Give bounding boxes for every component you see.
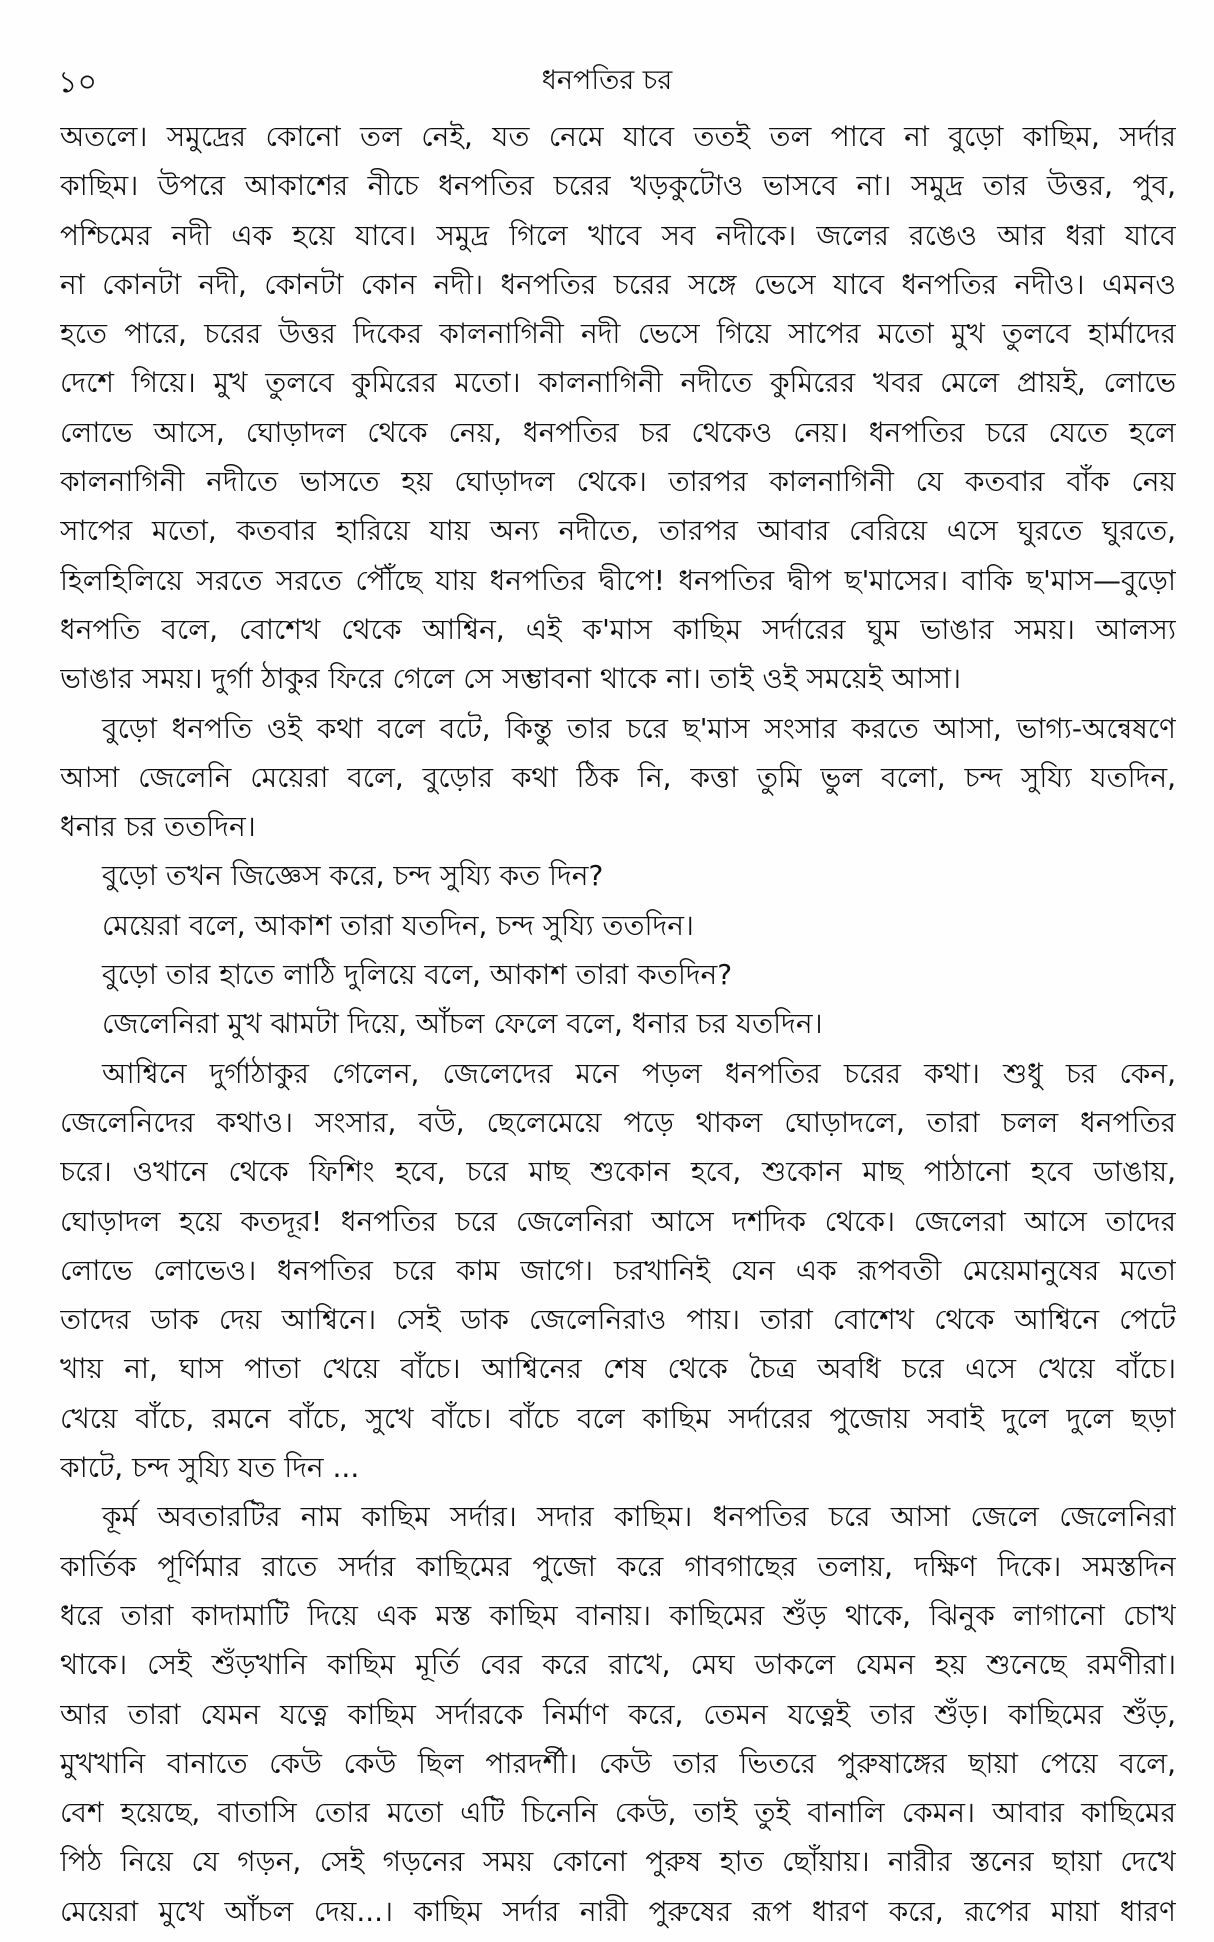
text-line: পিঠ নিয়ে যে গড়ন, সেই গড়নের সময় কোনো পুরুষ হাত ছোঁয়ায়। নারীর স্তনের ছায়া দেখে [60,1845,1176,1879]
text-line: তাদের ডাক দেয় আশ্বিনে। সেই ডাক জেলেনিরাও পায়। তারা বোশেখ থেকে আশ্বিনে পেটে [60,1303,1176,1337]
page-body-text [60,112,1176,1936]
text-line: জেলেনিদের কথাও। সংসার, বউ, ছেলেমেয়ে পড়ে থাকল ঘোড়াদলে, তারা চলল ধনপতির [60,1105,1176,1139]
text-line: কূর্ম অবতারটির নাম কাছিম সর্দার। সদার কাছিম। ধনপতির চরে আসা জেলে জেলেনিরা [102,1500,1176,1534]
running-title: ধনপতির চর [541,65,673,96]
text-line: আর তারা যেমন যত্নে কাছিম সর্দারকে নির্মাণ করে, তেমন যত্নেই তার শুঁড়। কাছিমের শুঁড়, [60,1697,1176,1731]
text-line: কালনাগিনী নদীতে ভাসতে হয় ঘোড়াদল থেকে। তারপর কালনাগিনী যে কতবার বাঁক নেয় [60,465,1176,499]
text-line: বুড়ো তার হাতে লাঠি দুলিয়ে বলে, আকাশ তারা কতদিন? [102,958,733,992]
text-line: থাকে। সেই শুঁড়খানি কাছিম মূর্তি বের করে রাখে, মেঘ ডাকলে যেমন হয় শুনেছে রমণীরা। [60,1648,1176,1682]
text-line: ধনপতি বলে, বোশেখ থেকে আশ্বিন, এই ক'মাস কাছিম সর্দারের ঘুম ভাঙার সময়। আলস্য [60,612,1176,646]
text-line: জেলেনিরা মুখ ঝামটা দিয়ে, আঁচল ফেলে বলে, ধনার চর যতদিন। [102,1007,823,1041]
text-line: কাটে, চন্দ সুয্যি যত দিন ... [60,1451,360,1485]
text-line: মুখখানি বানাতে কেউ কেউ ছিল পারদর্শী। কেউ তার ভিতরে পুরুষাঙ্গের ছায়া পেয়ে বলে, [60,1746,1176,1780]
text-line: দেশে গিয়ে। মুখ তুলবে কুমিরের মতো। কালনাগিনী নদীতে কুমিরের খবর মেলে প্রায়ই, লোভে [60,366,1176,400]
text-line: বুড়ো তখন জিজ্ঞেস করে, চন্দ সুয্যি কত দিন? [102,859,604,893]
text-line: আসা জেলেনি মেয়েরা বলে, বুড়োর কথা ঠিক নি, কত্তা তুমি ভুল বলো, চন্দ সুয্যি যতদিন, [60,760,1176,794]
text-line: লোভে আসে, ঘোড়াদল থেকে নেয়, ধনপতির চর থেকেও নেয়। ধনপতির চরে যেতে হলে [60,415,1176,449]
text-line: ধরে তারা কাদামাটি দিয়ে এক মস্ত কাছিম বানায়। কাছিমের শুঁড় থাকে, ঝিনুক লাগানো চোখ [60,1598,1176,1632]
text-line: আশ্বিনে দুর্গাঠাকুর গেলেন, জেলেদের মনে পড়ল ধনপতির চরের কথা। শুধু চর কেন, [102,1056,1176,1090]
text-line: মেয়েরা বলে, আকাশ তারা যতদিন, চন্দ সুয্যি ততদিন। [102,908,694,942]
text-line: হিলহিলিয়ে সরতে সরতে পৌঁছে যায় ধনপতির দ্বীপে! ধনপতির দ্বীপ ছ'মাসের। বাকি ছ'মাস—বুড়ো [60,563,1176,597]
text-line: ধনার চর ততদিন। [60,810,256,844]
text-line: ঘোড়াদল হয়ে কতদূর! ধনপতির চরে জেলেনিরা আসে দশদিক থেকে। জেলেরা আসে তাদের [60,1204,1176,1238]
text-line: কাছিম। উপরে আকাশের নীচে ধনপতির চরের খড়কুটোও ভাসবে না। সমুদ্র তার উত্তর, পুব, [60,169,1176,203]
text-line: লোভে লোভেও। ধনপতির চরে কাম জাগে। চরখানিই যেন এক রূপবতী মেয়েমানুষের মতো [60,1253,1176,1287]
text-line: চরে। ওখানে থেকে ফিশিং হবে, চরে মাছ শুকোন হবে, শুকোন মাছ পাঠানো হবে ডাঙায়, [60,1155,1176,1189]
text-line: ভাঙার সময়। দুর্গা ঠাকুর ফিরে গেলে সে সম্ভাবনা থাকে না। তাই ওই সময়েই আসা। [60,662,961,696]
text-line: মেয়েরা মুখে আঁচল দেয়...। কাছিম সর্দার নারী পুরুষের রূপ ধারণ করে, রূপের মায়া ধারণ [60,1894,1176,1928]
text-line: খায় না, ঘাস পাতা খেয়ে বাঁচে। আশ্বিনের শেষ থেকে চৈত্র অবধি চরে এসে খেয়ে বাঁচে। [60,1352,1176,1386]
text-line: হতে পারে, চরের উত্তর দিকের কালনাগিনী নদী ভেসে গিয়ে সাপের মতো মুখ তুলবে হার্মাদের [60,317,1176,351]
text-line: বুড়ো ধনপতি ওই কথা বলে বটে, কিন্তু তার চরে ছ'মাস সংসার করতে আসা, ভাগ্য-অন্বেষণে [102,711,1176,745]
text-line: সাপের মতো, কতবার হারিয়ে যায় অন্য নদীতে, তারপর আবার বেরিয়ে এসে ঘুরতে ঘুরতে, [60,514,1176,548]
text-line: খেয়ে বাঁচে, রমনে বাঁচে, সুখে বাঁচে। বাঁচে বলে কাছিম সর্দারের পুজোয় সবাই দুলে দুলে ছড়া [60,1401,1176,1435]
page-number: ১০ [58,65,97,100]
text-line: না কোনটা নদী, কোনটা কোন নদী। ধনপতির চরের সঙ্গে ভেসে যাবে ধনপতির নদীও। এমনও [60,267,1176,301]
text-line: পশ্চিমের নদী এক হয়ে যাবে। সমুদ্র গিলে খাবে সব নদীকে। জলের রঙেও আর ধরা যাবে [60,218,1176,252]
text-line: কার্তিক পূর্ণিমার রাতে সর্দার কাছিমের পুজো করে গাবগাছের তলায়, দক্ষিণ দিকে। সমস্তদিন [60,1549,1176,1583]
text-line: অতলে। সমুদ্রের কোনো তল নেই, যত নেমে যাবে ততই তল পাবে না বুড়ো কাছিম, সর্দার [60,120,1176,153]
text-line: বেশ হয়েছে, বাতাসি তোর মতো এটি চিনেনি কেউ, তাই তুই বানালি কেমন। আবার কাছিমের [60,1796,1176,1830]
